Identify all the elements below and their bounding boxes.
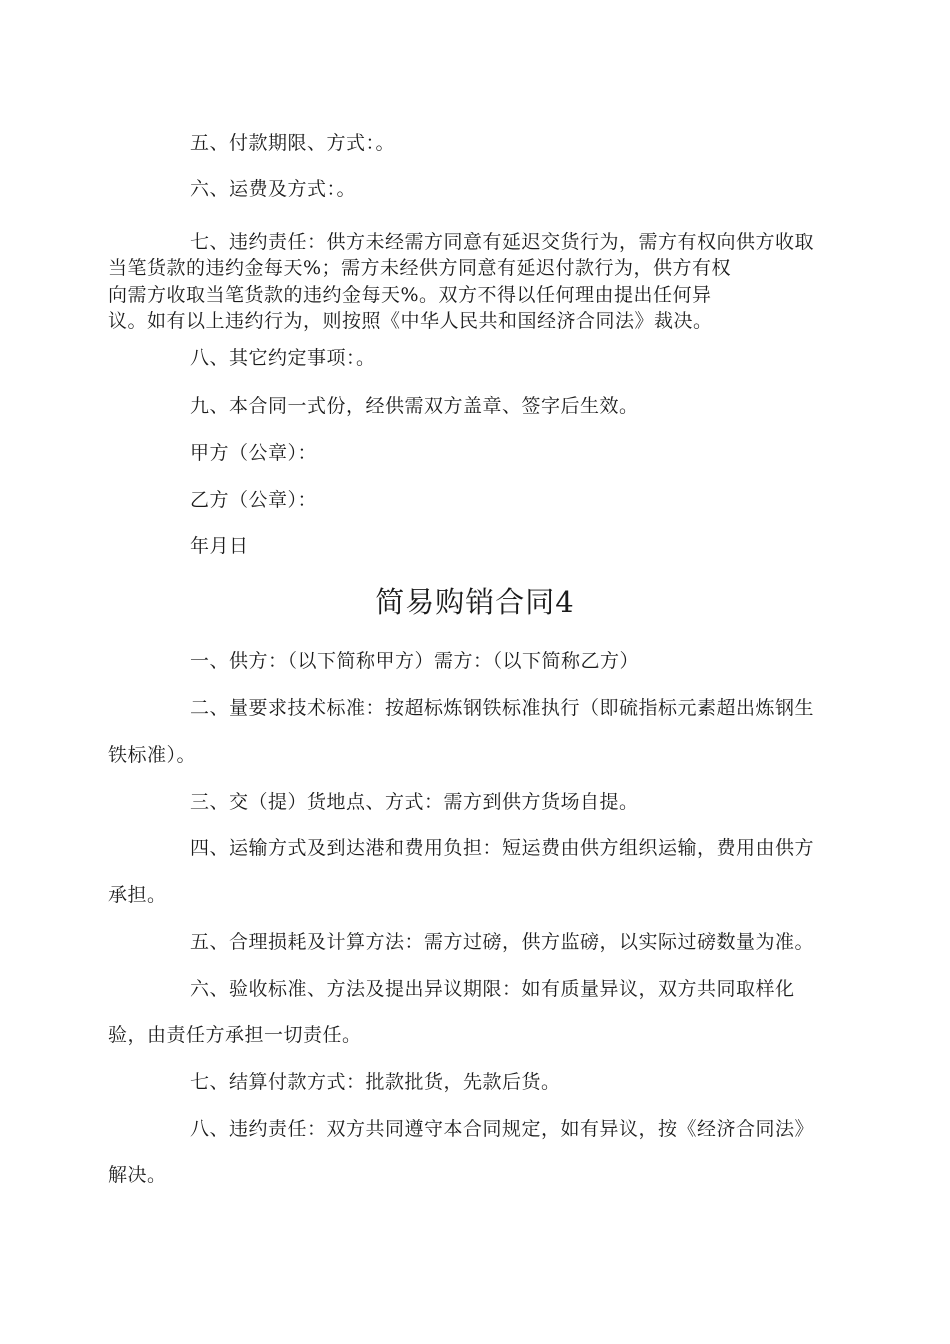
c4-clause-3-delivery: 三、交（提）货地点、方式：需方到供方货场自提。	[190, 791, 639, 813]
c4-clause-7-settlement: 七、结算付款方式：批款批货，先款后货。	[190, 1071, 561, 1093]
contract-4-title: 简易购销合同4	[375, 585, 575, 619]
clause-7-liability-line-4: 议。如有以上违约行为，则按照《中华人民共和国经济合同法》裁决。	[108, 310, 713, 332]
date-line: 年月日	[190, 535, 249, 557]
clause-5-payment-terms: 五、付款期限、方式：。	[190, 132, 396, 154]
clause-8-other-matters: 八、其它约定事项：。	[190, 347, 376, 369]
party-a-seal: 甲方（公章）：	[190, 442, 318, 464]
clause-7-liability-line-2: 当笔货款的违约金每天%；需方未经供方同意有延迟付款行为，供方有权	[108, 257, 732, 279]
c4-clause-8-liability-line-2: 解决。	[108, 1164, 167, 1186]
c4-clause-6-acceptance-line-1: 六、验收标准、方法及提出异议期限：如有质量异议，双方共同取样化	[190, 978, 795, 1000]
c4-clause-6-acceptance-line-2: 验，由责任方承担一切责任。	[108, 1024, 362, 1046]
c4-clause-5-loss-calculation: 五、合理损耗及计算方法：需方过磅，供方监磅，以实际过磅数量为准。	[190, 931, 815, 953]
c4-clause-1-parties: 一、供方：（以下简称甲方）需方：（以下简称乙方）	[190, 650, 640, 672]
c4-clause-2-standard-line-2: 铁标准）。	[108, 744, 197, 766]
c4-clause-8-liability-line-1: 八、违约责任：双方共同遵守本合同规定，如有异议，按《经济合同法》	[190, 1118, 815, 1140]
c4-clause-4-transport-line-2: 承担。	[108, 884, 167, 906]
c4-clause-2-standard-line-1: 二、量要求技术标准：按超标炼钢铁标准执行（即硫指标元素超出炼钢生	[190, 697, 815, 719]
clause-6-freight: 六、运费及方式：。	[190, 178, 357, 200]
clause-9-copies: 九、本合同一式份，经供需双方盖章、签字后生效。	[190, 395, 639, 417]
clause-7-liability-line-3: 向需方收取当笔货款的违约金每天%。双方不得以任何理由提出任何异	[108, 284, 712, 306]
c4-clause-4-transport-line-1: 四、运输方式及到达港和费用负担：短运费由供方组织运输，费用由供方	[190, 837, 815, 859]
party-b-seal: 乙方（公章）：	[190, 489, 318, 511]
clause-7-liability-line-1: 七、违约责任：供方未经需方同意有延迟交货行为，需方有权向供方收取	[190, 231, 815, 253]
